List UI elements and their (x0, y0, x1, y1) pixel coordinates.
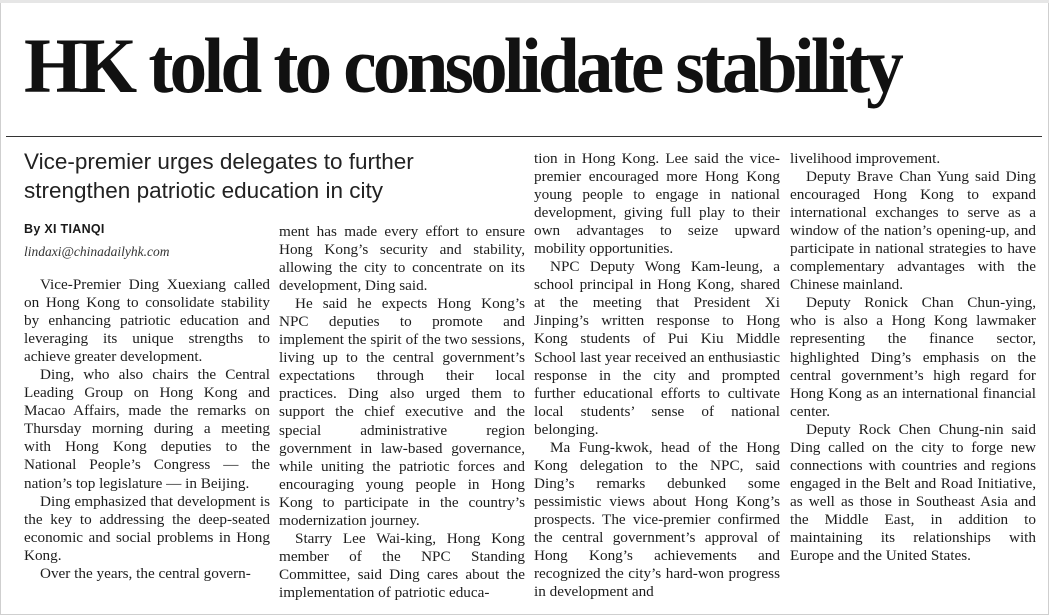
subheadline: Vice-premier urges delegates to further strengthen patriotic education in city (24, 149, 414, 203)
article-column-2 (279, 223, 525, 602)
article-column-3 (534, 150, 780, 601)
article-column-1 (24, 276, 270, 583)
paragraph: Starry Lee Wai-king, Hong Kong member of the NPC Standing Committee, said Ding cares about the implementation of patriotic educa- (279, 529, 525, 601)
article-column-4 (790, 150, 1036, 565)
paragraph: tion in Hong Kong. Lee said the vice-premier encouraged more Hong Kong young people to engage in national development, giving full play to their own advantages to seize upward mobility opportunities. (534, 150, 780, 258)
byline: By XI TIANQI (24, 222, 105, 236)
paragraph: livelihood improvement. (790, 150, 941, 167)
paragraph: Over the years, the central govern- (40, 564, 251, 582)
top-border (0, 0, 1049, 3)
paragraph: Deputy Rock Chen Chung-nin said Ding called on the city to forge new connections with countries and regions engaged in the Belt and Road Initiative, as well as those in Southeast Asia and the Middle East, in addition to maintaining its relationships with Europe and the United States. (790, 420, 1036, 565)
paragraph: ment has made every effort to ensure Hong Kong’s security and stability, allowing the city to concentrate on its development, Ding said. (279, 223, 525, 295)
paragraph: He said he expects Hong Kong’s NPC deputies to promote and implement the spirit of the two sessions, living up to the central government’s expectations through their local practices. Ding also urged them to support the chief executive and the special administrative region government in law-based governance, while uniting the patriotic forces and encouraging young people in Hong Kong to participate in the country’s modernization journey. (279, 295, 525, 529)
paragraph: Ding, who also chairs the Central Leading Group on Hong Kong and Macao Affairs, made the remarks on Thursday morning during a meeting with Hong Kong deputies to the National People’s Congress — the nation’s top legislature — in Beijing. (24, 366, 270, 492)
paragraph: Ding emphasized that development is the key to addressing the deep-seated economic and social problems in Hong Kong. (24, 492, 270, 564)
paragraph: Vice-Premier Ding Xuexiang called on Hong Kong to consolidate stability by enhancing patriotic education and leveraging its unique strengths to achieve greater development. (24, 276, 270, 366)
headline-rule (6, 136, 1042, 137)
paragraph: NPC Deputy Wong Kam-leung, a school principal in Hong Kong, shared at the meeting that President Xi Jinping’s written response to Hong Kong students of Pui Kiu Middle School last year received an enthusiastic response in the city and prompted further educational efforts to cultivate local students’ sense of national belonging. (534, 258, 780, 438)
headline: HK told to consolidate stability (24, 22, 900, 109)
paragraph: Deputy Ronick Chan Chun-ying, who is also a Hong Kong lawmaker representing the finance sector, highlighted Ding’s emphasis on the central government’s high regard for Hong Kong as an international financial center. (790, 294, 1036, 420)
author-email: lindaxi@chinadailyhk.com (24, 244, 170, 259)
paragraph: Deputy Brave Chan Yung said Ding encouraged Hong Kong to expand international exchanges to serve as a window of the nation’s opening-up, and participate in national strategies to have complementary advantages with the Chinese mainland. (790, 168, 1036, 294)
paragraph: Ma Fung-kwok, head of the Hong Kong delegation to the NPC, said Ding’s remarks debunked some pessimistic views about Hong Kong’s prospects. The vice-premier confirmed the central government’s approval of Hong Kong’s achievements and recognized the city’s hard-won progress in development and (534, 438, 780, 601)
